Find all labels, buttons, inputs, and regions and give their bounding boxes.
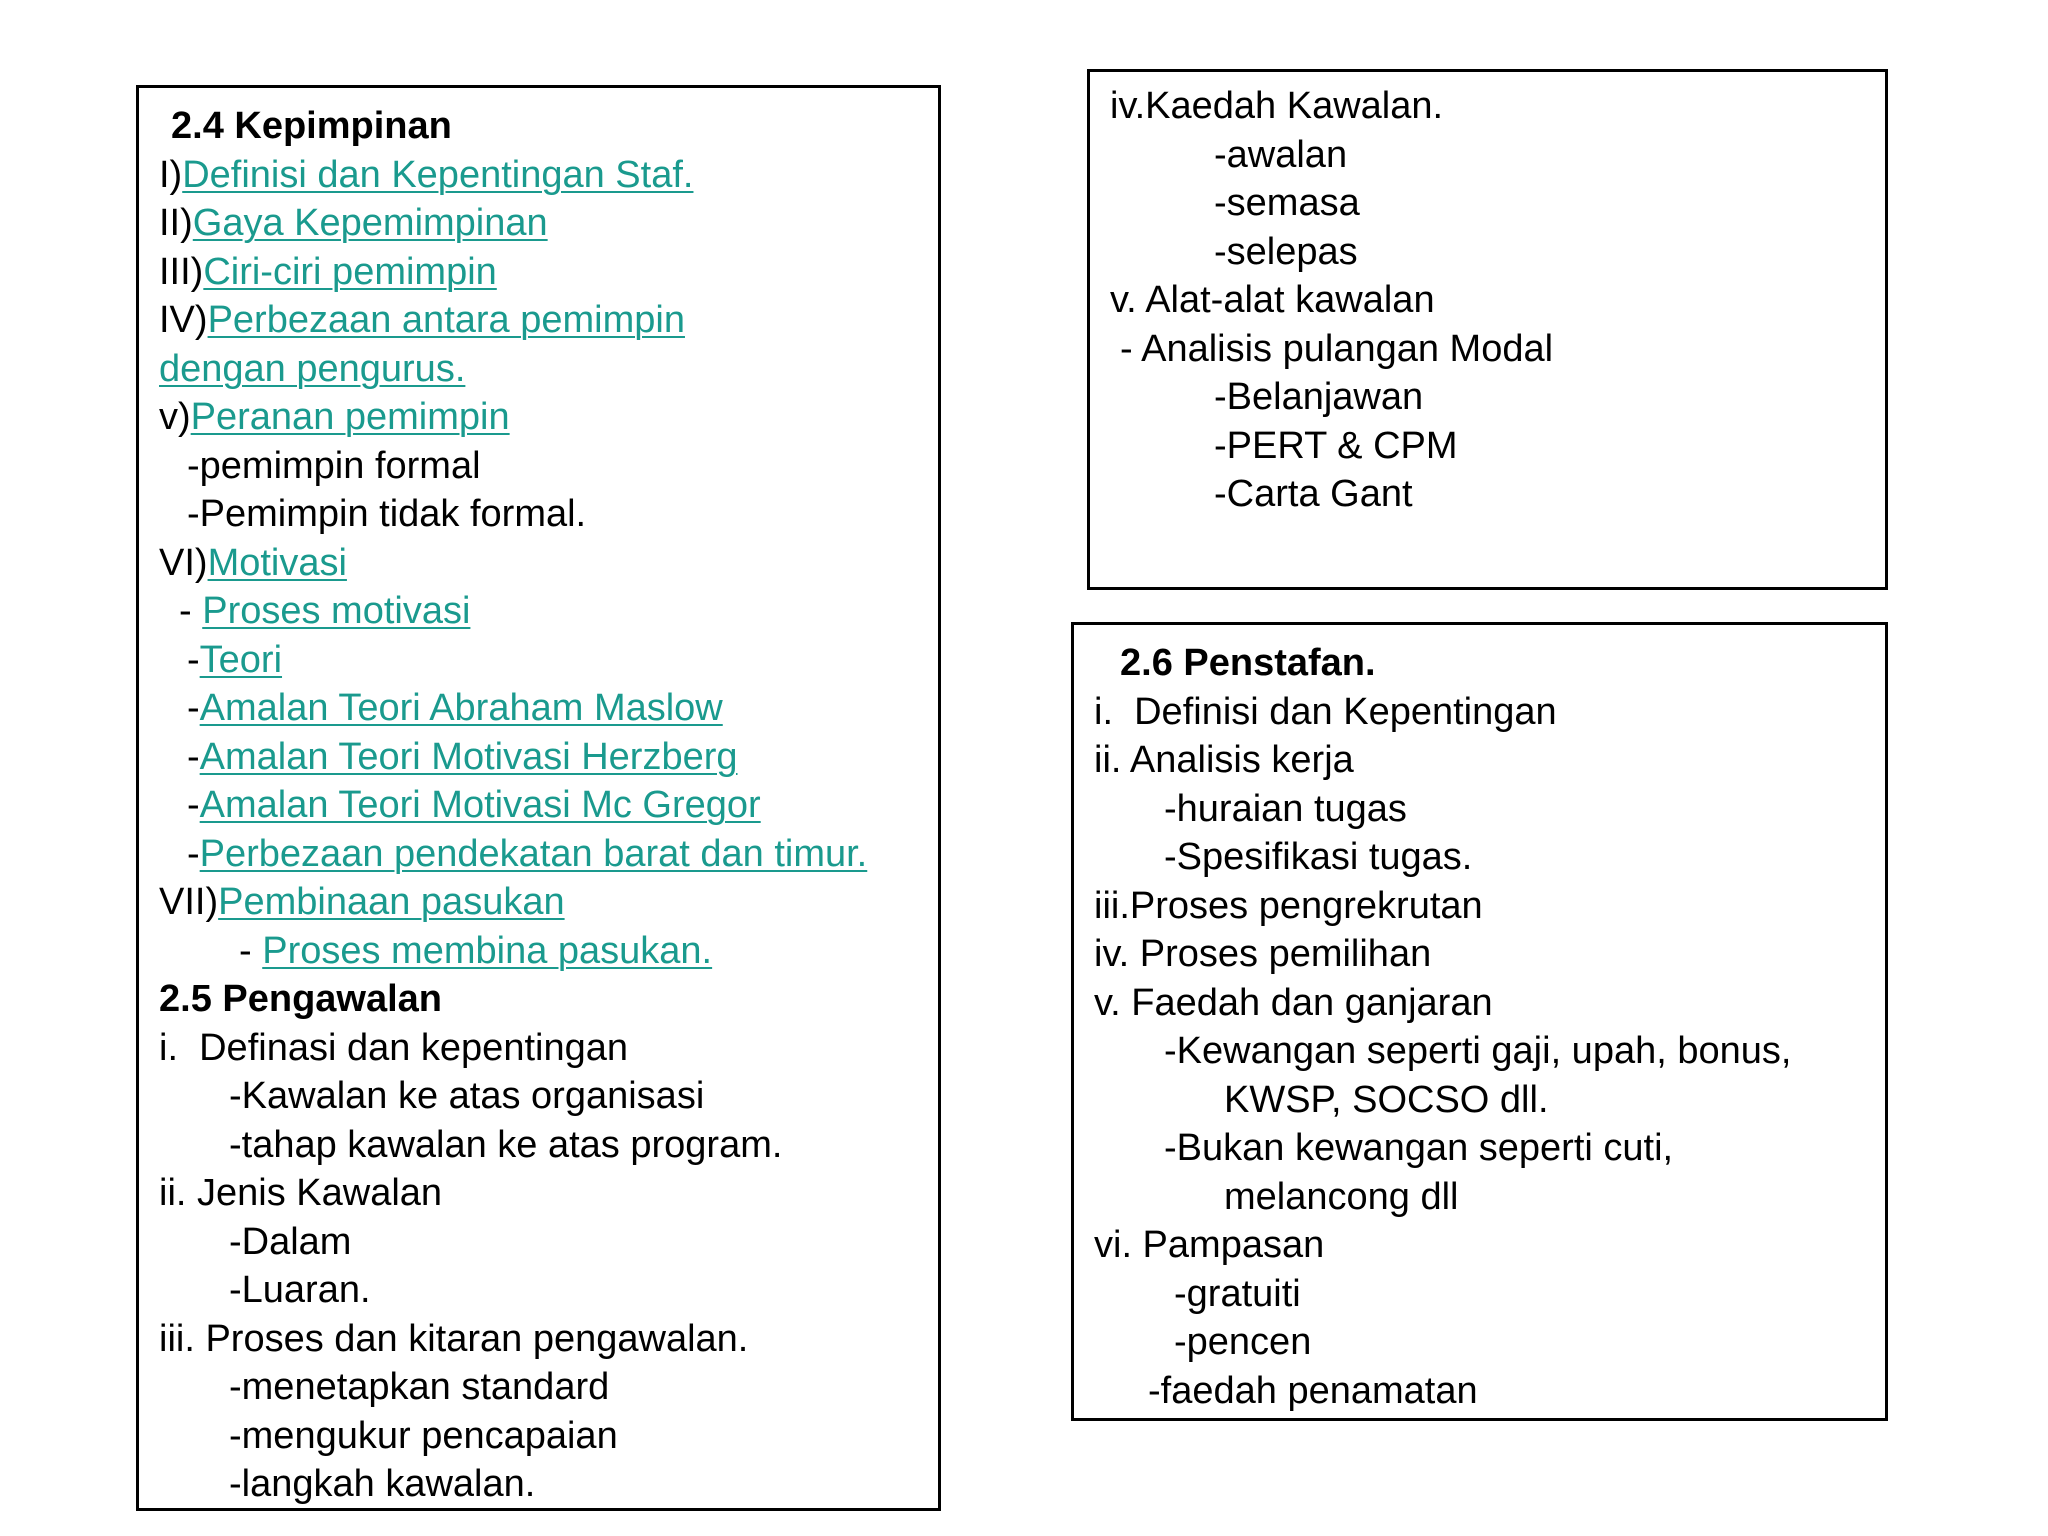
list-item	[159, 781, 938, 830]
list-item	[159, 733, 938, 782]
list-item	[159, 345, 938, 394]
list-item	[159, 878, 938, 927]
section-title-kepimpinan: 2.4 Kepimpinan	[171, 105, 452, 147]
item-prefix: v)	[159, 396, 191, 438]
link-perbezaan-pemimpin-pengurus[interactable]: Perbezaan antara pemimpin	[207, 299, 685, 341]
list-item: -selepas	[1214, 230, 1358, 273]
link-teori-mc-gregor[interactable]: Amalan Teori Motivasi Mc Gregor	[199, 784, 761, 826]
link-teori-maslow[interactable]: Amalan Teori Abraham Maslow	[199, 687, 723, 729]
list-item: -gratuiti	[1174, 1272, 1301, 1315]
link-perbezaan-barat-timur[interactable]: Perbezaan pendekatan barat dan timur.	[199, 832, 868, 875]
list-item: -faedah penamatan	[1148, 1369, 1478, 1412]
list-item: iv. Proses pemilihan	[1094, 933, 1432, 975]
list-item: -Dalam	[229, 1220, 352, 1263]
list-item: i. Definasi dan kepentingan	[159, 1026, 628, 1069]
link-gaya-kepemimpinan[interactable]: Gaya Kepemimpinan	[192, 202, 548, 244]
item-prefix: -	[187, 735, 200, 778]
list-item	[159, 393, 938, 442]
link-motivasi[interactable]: Motivasi	[207, 541, 347, 584]
link-ciri-ciri-pemimpin[interactable]: Ciri-ciri pemimpin	[203, 250, 497, 293]
kaedah-kawalan-box	[1087, 69, 1888, 590]
list-item: -tahap kawalan ke atas program.	[229, 1123, 783, 1166]
list-item: v. Faedah dan ganjaran	[1094, 981, 1493, 1024]
list-item	[159, 296, 938, 345]
list-item: -Belanjawan	[1214, 376, 1424, 418]
list-item: ii. Analisis kerja	[1094, 739, 1354, 781]
item-prefix: VI)	[159, 541, 208, 584]
list-item	[159, 830, 938, 879]
list-item: -Kawalan ke atas organisasi	[229, 1075, 705, 1117]
item-prefix: IV)	[159, 299, 208, 341]
list-item: -menetapkan standard	[229, 1366, 610, 1408]
item-prefix: III)	[159, 250, 204, 293]
item-prefix: II)	[159, 202, 193, 244]
list-item	[159, 587, 938, 636]
kepimpinan-pengawalan-box	[136, 85, 941, 1511]
list-item: -langkah kawalan.	[229, 1463, 536, 1505]
item-prefix: -	[187, 687, 200, 729]
link-pembinaan-pasukan[interactable]: Pembinaan pasukan	[218, 881, 565, 923]
list-item: -PERT & CPM	[1214, 424, 1458, 467]
list-item: -mengukur pencapaian	[229, 1414, 618, 1457]
list-item: ii. Jenis Kawalan	[159, 1172, 443, 1214]
list-item: -pencen	[1174, 1321, 1312, 1363]
list-item: -awalan	[1214, 133, 1348, 176]
list-item: -huraian tugas	[1164, 787, 1407, 830]
penstafan-box	[1071, 622, 1888, 1421]
list-item	[159, 636, 938, 685]
list-item	[159, 684, 938, 733]
link-proses-membina-pasukan[interactable]: Proses membina pasukan.	[262, 929, 713, 972]
link-perbezaan-pemimpin-pengurus-cont[interactable]: dengan pengurus.	[159, 347, 466, 390]
section-title-penstafan: 2.6 Penstafan.	[1120, 642, 1376, 684]
item-prefix: VII)	[159, 881, 219, 923]
link-definisi-kepentingan-staf[interactable]: Definisi dan Kepentingan Staf.	[182, 153, 694, 196]
list-item: -Pemimpin tidak formal.	[187, 493, 587, 535]
list-item: vi. Pampasan	[1094, 1224, 1325, 1266]
list-item: -Carta Gant	[1214, 473, 1413, 515]
list-item: - Analisis pulangan Modal	[1120, 327, 1554, 370]
list-item: iii.Proses pengrekrutan	[1094, 884, 1483, 927]
list-item	[159, 248, 938, 297]
list-item: melancong dll	[1224, 1175, 1459, 1218]
item-prefix: -	[187, 784, 200, 826]
list-item	[159, 927, 938, 976]
section-title-pengawalan: 2.5 Pengawalan	[159, 978, 443, 1020]
list-item	[159, 539, 938, 588]
list-item: KWSP, SOCSO dll.	[1224, 1078, 1549, 1121]
list-item: iii. Proses dan kitaran pengawalan.	[159, 1317, 749, 1360]
link-proses-motivasi[interactable]: Proses motivasi	[202, 590, 471, 632]
link-teori[interactable]: Teori	[199, 638, 283, 681]
list-item: i. Definisi dan Kepentingan	[1094, 690, 1557, 733]
item-prefix: -	[239, 929, 263, 972]
list-item: -semasa	[1214, 182, 1360, 224]
item-prefix: -	[187, 638, 200, 681]
list-item: iv.Kaedah Kawalan.	[1110, 85, 1444, 127]
item-prefix: -	[187, 832, 200, 875]
list-item	[159, 151, 938, 200]
link-peranan-pemimpin[interactable]: Peranan pemimpin	[190, 396, 510, 438]
list-item: -Luaran.	[229, 1269, 371, 1311]
item-prefix: I)	[159, 153, 183, 196]
list-item: -Spesifikasi tugas.	[1164, 836, 1473, 878]
link-teori-herzberg[interactable]: Amalan Teori Motivasi Herzberg	[199, 735, 738, 778]
list-item: -pemimpin formal	[187, 444, 481, 487]
list-item: -Kewangan seperti gaji, upah, bonus,	[1164, 1030, 1792, 1072]
list-item: -Bukan kewangan seperti cuti,	[1164, 1127, 1674, 1169]
item-prefix: -	[179, 590, 203, 632]
list-item	[159, 199, 938, 248]
list-item: v. Alat-alat kawalan	[1110, 279, 1435, 321]
